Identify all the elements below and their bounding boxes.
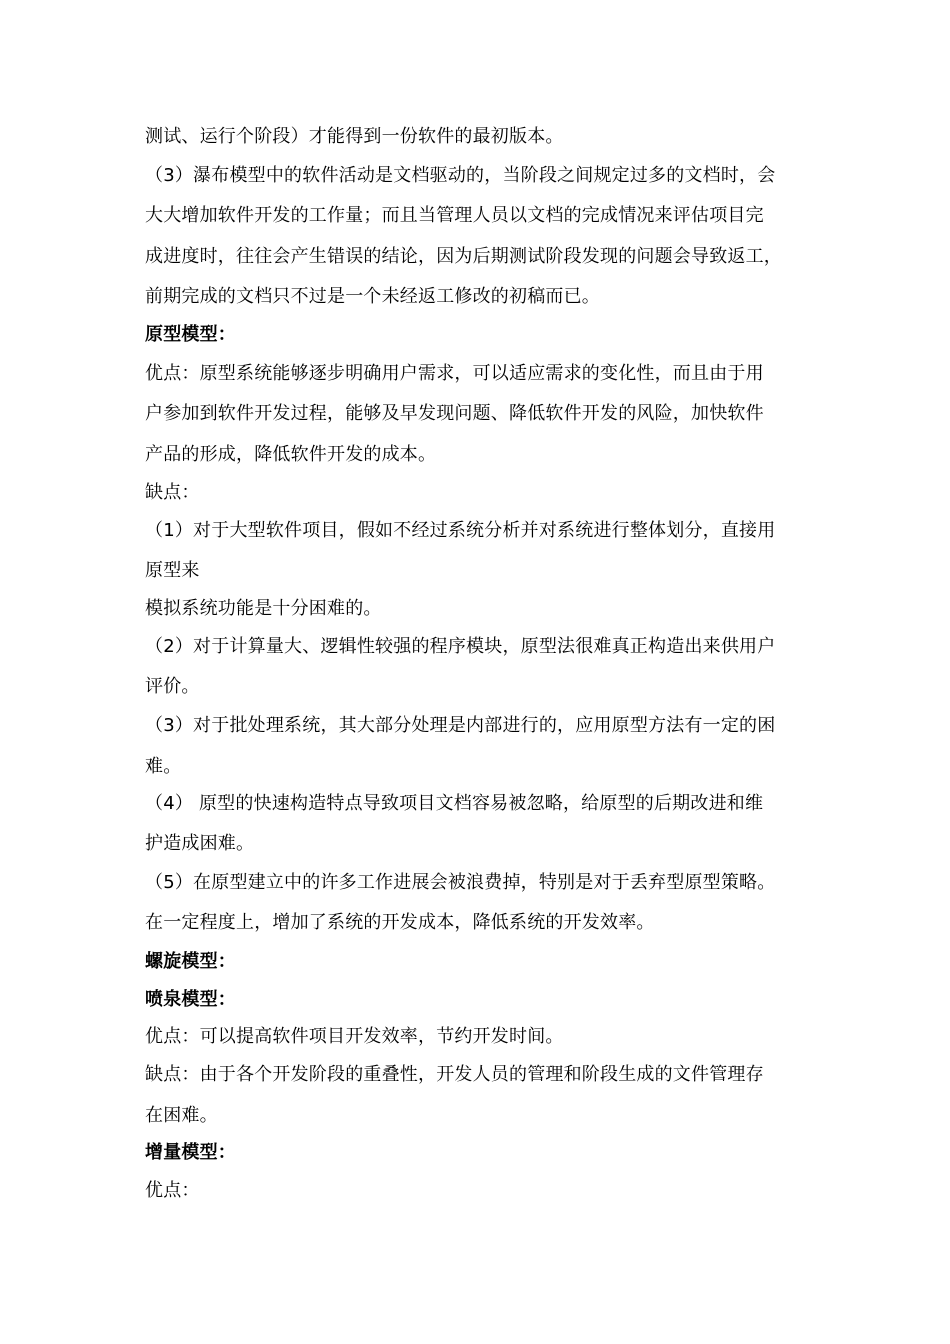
paragraph-line: 成进度时，往往会产生错误的结论，因为后期测试阶段发现的问题会导致返工， xyxy=(145,246,782,267)
paragraph-line: 大大增加软件开发的工作量；而且当管理人员以文档的完成情况来评估项目完 xyxy=(145,205,764,226)
paragraph-line: 在一定程度上，增加了系统的开发成本，降低系统的开发效率。 xyxy=(145,912,655,933)
paragraph-line: 模拟系统功能是十分困难的。 xyxy=(145,598,382,619)
paragraph-line: 护造成困难。 xyxy=(145,833,255,854)
paragraph-line: 产品的形成，降低软件开发的成本。 xyxy=(145,444,437,465)
paragraph-line: 前期完成的文档只不过是一个未经返工修改的初稿而已。 xyxy=(145,286,600,307)
paragraph-line: 优点：原型系统能够逐步明确用户需求，可以适应需求的变化性，而且由于用 xyxy=(145,363,764,384)
paragraph-line: 难。 xyxy=(145,756,182,777)
paragraph-line: 原型来 xyxy=(145,560,200,581)
paragraph-line: （5）在原型建立中的许多工作进展会被浪费掉，特别是对于丢弃型原型策略。 xyxy=(145,872,776,893)
section-heading-incremental-model: 增量模型： xyxy=(145,1142,236,1163)
paragraph-line: 优点： xyxy=(145,1180,200,1201)
paragraph-line: 测试、运行个阶段）才能得到一份软件的最初版本。 xyxy=(145,126,564,147)
section-heading-prototype-model: 原型模型： xyxy=(145,324,236,345)
paragraph-line: （3）瀑布模型中的软件活动是文档驱动的，当阶段之间规定过多的文档时，会 xyxy=(145,165,776,186)
paragraph-line: 在困难。 xyxy=(145,1105,218,1126)
paragraph-line: 优点：可以提高软件项目开发效率，节约开发时间。 xyxy=(145,1026,564,1047)
section-heading-fountain-model: 喷泉模型： xyxy=(145,989,236,1010)
paragraph-line: （2）对于计算量大、逻辑性较强的程序模块，原型法很难真正构造出来供用户 xyxy=(145,636,776,657)
paragraph-line: 评价。 xyxy=(145,676,200,697)
paragraph-line: （4） 原型的快速构造特点导致项目文档容易被忽略，给原型的后期改进和维 xyxy=(145,793,764,814)
paragraph-line: 缺点：由于各个开发阶段的重叠性，开发人员的管理和阶段生成的文件管理存 xyxy=(145,1064,764,1085)
paragraph-line: （3）对于批处理系统，其大部分处理是内部进行的，应用原型方法有一定的困 xyxy=(145,715,776,736)
paragraph-line: 缺点： xyxy=(145,482,200,503)
paragraph-line: 户参加到软件开发过程，能够及早发现问题、降低软件开发的风险，加快软件 xyxy=(145,403,764,424)
paragraph-line: （1）对于大型软件项目，假如不经过系统分析并对系统进行整体划分，直接用 xyxy=(145,520,776,541)
section-heading-spiral-model: 螺旋模型： xyxy=(145,951,236,972)
